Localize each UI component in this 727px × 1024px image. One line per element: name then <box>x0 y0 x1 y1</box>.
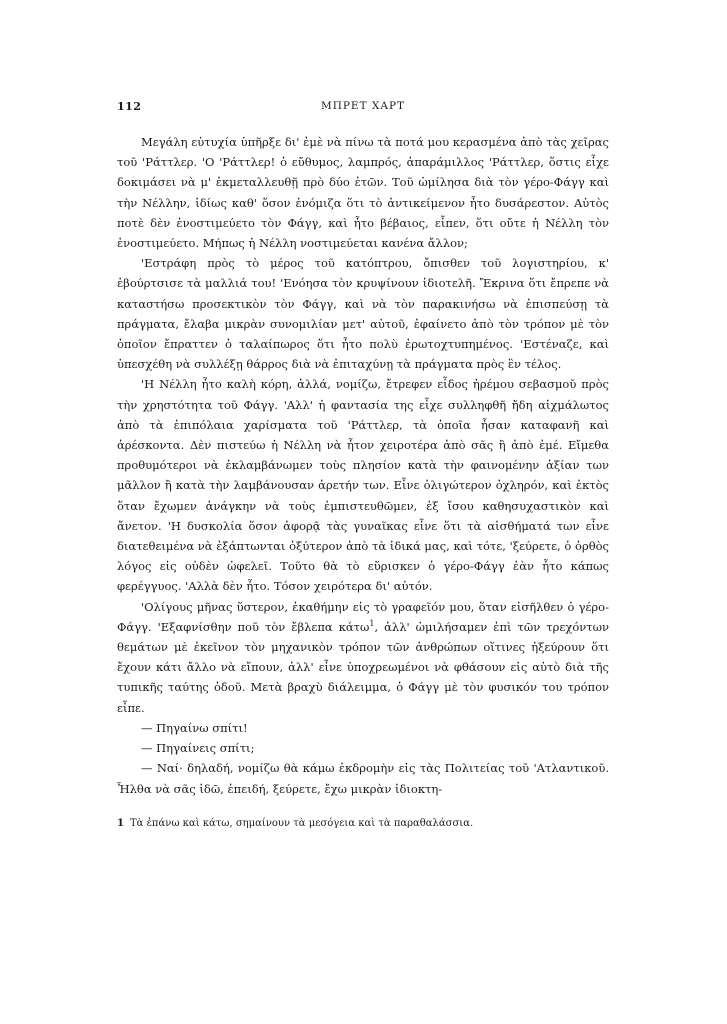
body-text <box>117 132 609 799</box>
dialogue-line-2: — Πηγαίνεις σπίτι; <box>141 741 255 756</box>
paragraph-3: 'Η Νέλλη ἦτο καλὴ κόρη, ἀλλά, νομίζω, ἔτρεφεν εἶδος ἠρέμου σεβασμοῦ πρὸς τὴν χρηστότητα τοῦ Φάγγ. 'Αλλ' ἡ φαντασία της εἶχε συλληφθῆ ἤδη αἰχμάλωτος ἀπὸ τὰ ἐπιπόλαια χαρίσματα τοῦ 'Ράττλερ, τὰ ὁποῖα ἦσαν καταφανῆ καὶ ἀρέσκοντα. Δὲν πιστεύω ἡ Νέλλη νὰ ἦτον χειροτέρα ἀπὸ σᾶς ἢ ἀπὸ ἐμέ. Εἴμεθα προθυμότεροι νὰ ἐκλαμβάνωμεν τοὺς πλησίον κατὰ τὴν φαινομένην ἀξίαν των μᾶλλον ἢ κατὰ τὴν λαμβάνουσαν ἀρετήν των. Εἶνε ὀλιγώτερον ὀχληρόν, καὶ ἐκτὸς ὅταν ἔχωμεν ἀνάγκην νὰ τοὺς ἐμπιστευθῶμεν, ἐξ ἴσου καθησυχαστικὸν καὶ ἄνετον. 'Η δυσκολία ὅσον ἀφορᾷ τὰς γυναῖκας εἶνε ὅτι τὰ αἰσθήματά των εἶνε διατεθειμένα νὰ ἐξάπτωνται ὀξύτερον ἀπὸ τὰ ἰδικά μας, καὶ τότε, 'ξεύρετε, ὁ ὀρθὸς λόγος εἰς οὐδὲν ὠφελεῖ. Τοῦτο θὰ τὸ εὕρισκεν ὁ γέρο-Φάγγ ἐὰν ἦτο κάπως φερέγγυος. 'Αλλὰ δὲν ἦτο. Τόσον χειρότερα δι' αὐτόν. <box>117 377 609 594</box>
dialogue-line-3: — Ναί· δηλαδή, νομίζω θὰ κάμω ἐκδρομὴν εἰς τὰς Πολιτείας τοῦ 'Ατλαντικοῦ. Ἦλθα νὰ σᾶς ἰδῶ, ἐπειδή, ξεύρετε, ἔχω μικρὰν ἰδιοκτη- <box>117 761 609 796</box>
paragraph-4 <box>117 597 609 718</box>
running-title: ΜΠΡΕΤ ΧΑΡΤ <box>320 100 406 112</box>
footnote <box>117 817 609 831</box>
paragraph-2: 'Εστράφη πρὸς τὸ μέρος τοῦ κατόπτρου, ὄπισθεν τοῦ λογιστηρίου, κ' ἐβούρτσισε τὰ μαλλιά του! 'Ενόησα τὸν κρυψίνουν ἰδιοτελῆ. Ἔκρινα ὅτι ἔπρεπε νὰ καταστήσω προσεκτικὸν τὸν Φάγγ, καὶ νὰ τὸν παρακινήσω νὰ ἐπισπεύσῃ τὰ πράγματα, ἔλαβα μικρὰν συνομιλίαν μετ' αὐτοῦ, ἐφαίνετο ἀπὸ τὸν τρόπον μὲ τὸν ὁποῖον ἔπραττεν ὁ ταλαίπωρος ὅτι ἦτο πολὺ ἐρωτοχτυπημένος. 'Εστέναζε, καὶ ὑπεσχέθη νὰ συλλέξῃ θάρρος διὰ νὰ ἐπιταχύνῃ τὰ πράγματα πρὸς ἓν τέλος. <box>117 256 609 372</box>
book-page <box>117 98 609 831</box>
page-number: 112 <box>117 100 142 113</box>
paragraph-1: Μεγάλη εὐτυχία ὑπῆρξε δι' ἐμὲ νὰ πίνω τὰ ποτά μου κερασμένα ἀπὸ τὰς χεῖρας τοῦ 'Ράττλερ. 'Ο 'Ράττλερ! ὁ εὔθυμος, λαμπρός, ἀπαράμιλλος 'Ράττλερ, ὅστις εἶχε δοκιμάσει νὰ μ' ἐκμεταλλευθῇ πρὸ δύο ἐτῶν. Τοῦ ὡμίλησα διὰ τὸν γέρο-Φάγγ καὶ τὴν Νέλλην, ἰδίως καθ' ὅσον ἐνόμιζα ὅτι τὸ ἀντικείμενον ἦτο δυσάρεστον. Αὐτὸς ποτὲ δὲν ἐνοστιμεύετο τὸν Φάγγ, καὶ ἦτο βέβαιος, εἶπεν, ὅτι οὔτε ἡ Νέλλη τὸν ἐνοστιμεύετο. Μήπως ἡ Νέλλη νοστιμεύεται κανένα ἄλλον; <box>117 135 609 251</box>
paragraph-4-part-2: , ἀλλ' ὡμιλήσαμεν ἐπὶ τῶν τρεχόντων θεμάτων μὲ ἐκεῖνον τὸν μηχανικὸν τρόπον τῶν ἀνθρώπων οἵτινες ἠξεύρουν ὅτι ἔχουν κάτι ἄλλο νὰ εἴπουν, ἀλλ' εἶνε ὑποχρεωμένοι νὰ φθάσουν εἰς αὐτὸ διὰ τῆς τυπικῆς ταύτης ὁδοῦ. Μετὰ βραχὺ διάλειμμα, ὁ Φάγγ μὲ τὸν φυσικόν του τρόπον εἶπε. <box>117 619 609 715</box>
footnote-text: Τὰ ἐπάνω καὶ κάτω, σημαίνουν τὰ μεσόγεια καὶ τὰ παραθαλάσσια. <box>129 817 474 829</box>
footnote-reference: 1 <box>369 619 375 629</box>
dialogue-line-1: — Πηγαίνω σπίτι! <box>141 720 248 735</box>
footnote-marker: 1 <box>117 817 124 829</box>
running-head <box>117 98 609 118</box>
paragraph-4-part-1: 'Ολίγους μῆνας ὕστερον, ἐκαθήμην εἰς τὸ γραφεῖόν μου, ὅταν εἰσῆλθεν ὁ γέρο-Φάγγ. 'Εξαφνίσθην ποῦ τὸν ἔβλεπα κάτω <box>117 599 609 634</box>
